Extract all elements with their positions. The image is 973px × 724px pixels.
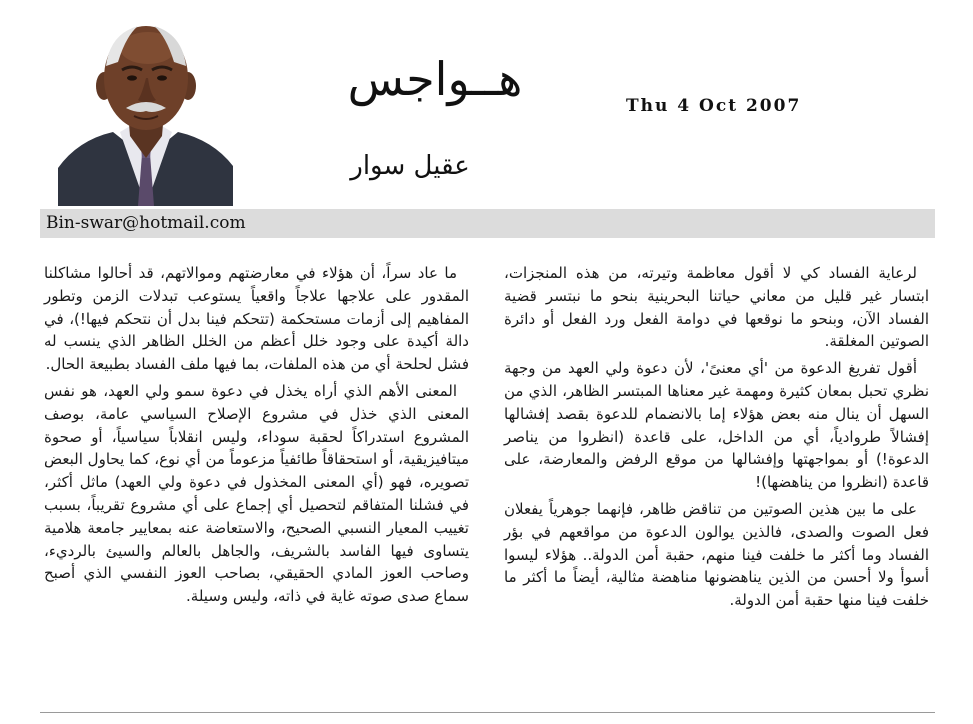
paragraph: على ما بين هذين الصوتين من تناقض ظاهر، فإنهما جوهرياً يفعلان فعل الصوت والصدى، فالذين يوالون الدعوة من مواقعهم في بؤر الفساد وما أكثر ما خلفت فينا منهم، حقبة أمن الدولة.. هؤلاء ليسوا أسوأ ولا أحسن من الذين يناهضونها مناهضة مثالية، أيضاً ما أكثر ما خلفت فينا منها حقبة أمن الدولة.	[504, 499, 929, 610]
paragraph: أقول تفريغ الدعوة من 'أي معنىً'، لأن دعوة ولي العهد من وجهة نظري تحبل بمعان كثيرة ومهمة غير معناها المبتسر الظاهر، الذي من السهل أن ينال منه بعض هؤلاء إما بالانضمام للدعوة بقصد إفشالها إفشالاً طروادياً، أي من الداخل، على قاعدة (انظروا من يناصر الدعوة!) أو بمواجهتها وإفشالها من موقع الرفض والمعارضة، على قاعدة (انظروا من يناهضها)!	[504, 359, 929, 492]
paragraph: لرعاية الفساد كي لا أقول معاظمة وتيرته، من هذه المنجزات، ابتسار غير قليل من معاني حياتنا البحرينية بنحو ما نبتسر قضية الفساد الآن، وبنحو ما نوقعها في دوامة الفعل ورد الفعل أو دائرة الصوتين المغلقة.	[504, 264, 929, 351]
paragraph: ما عاد سراً، أن هؤلاء في معارضتهم وموالاتهم، قد أحالوا مشاكلنا المقدور على علاجها علاجاً واقعياً يستوعب تبدلات الزمن وتطور المفاهيم إلى أزمات مستحكمة (تتحكم فينا بدل أن نتحكم فيها!)، في دالة أكيدة على وجود خلل أعظم من الخلل الظاهر الذي ينسب له فشل لحلحة أي من هذه الملفات، بما فيها ملف الفساد بطبيعة الحال.	[44, 264, 469, 374]
column-title: هــواجس	[347, 52, 523, 106]
bottom-divider	[40, 712, 935, 713]
author-email[interactable]: Bin-swar@hotmail.com	[46, 213, 246, 233]
article-column-right	[504, 262, 929, 616]
article-column-left	[44, 262, 469, 612]
author-name: عقيل سوار	[350, 151, 470, 181]
author-portrait	[58, 8, 233, 206]
publication-date: Thu 4 Oct 2007	[626, 96, 802, 116]
paragraph: المعنى الأهم الذي أراه يخذل في دعوة سمو ولي العهد، هو نفس المعنى الذي خذل في مشروع الإصلاح السياسي عامة، بوصف المشروع استدراكاً لحقبة سوداء، وليس انقلاباً سياسياً، أو صحوة ميتافيزيقية، أو استحقاقاً طائفياً مزعوماً من أي نوع، كما يحاول البعض تصويره، فهو (أي المعنى المخذول في دعوة ولي العهد) ماثل أكثر، في فشلنا المتفاقم لتحصيل أي إجماع على أي مشروع تقريباً، بسبب تغييب المعيار النسبي الصحيح، والاستعاضة عنه بمعايير جامعة هلامية يتساوى فيها الفاسد بالشريف، والجاهل بالعالم والسيئ بالرديء، وصاحب العوز المادي الحقيقي، بصاحب العوز النفسي الذي أصبح سماع صدى صوته غاية في ذاته، وليس وسيلة.	[44, 381, 469, 606]
email-bar	[40, 209, 935, 238]
